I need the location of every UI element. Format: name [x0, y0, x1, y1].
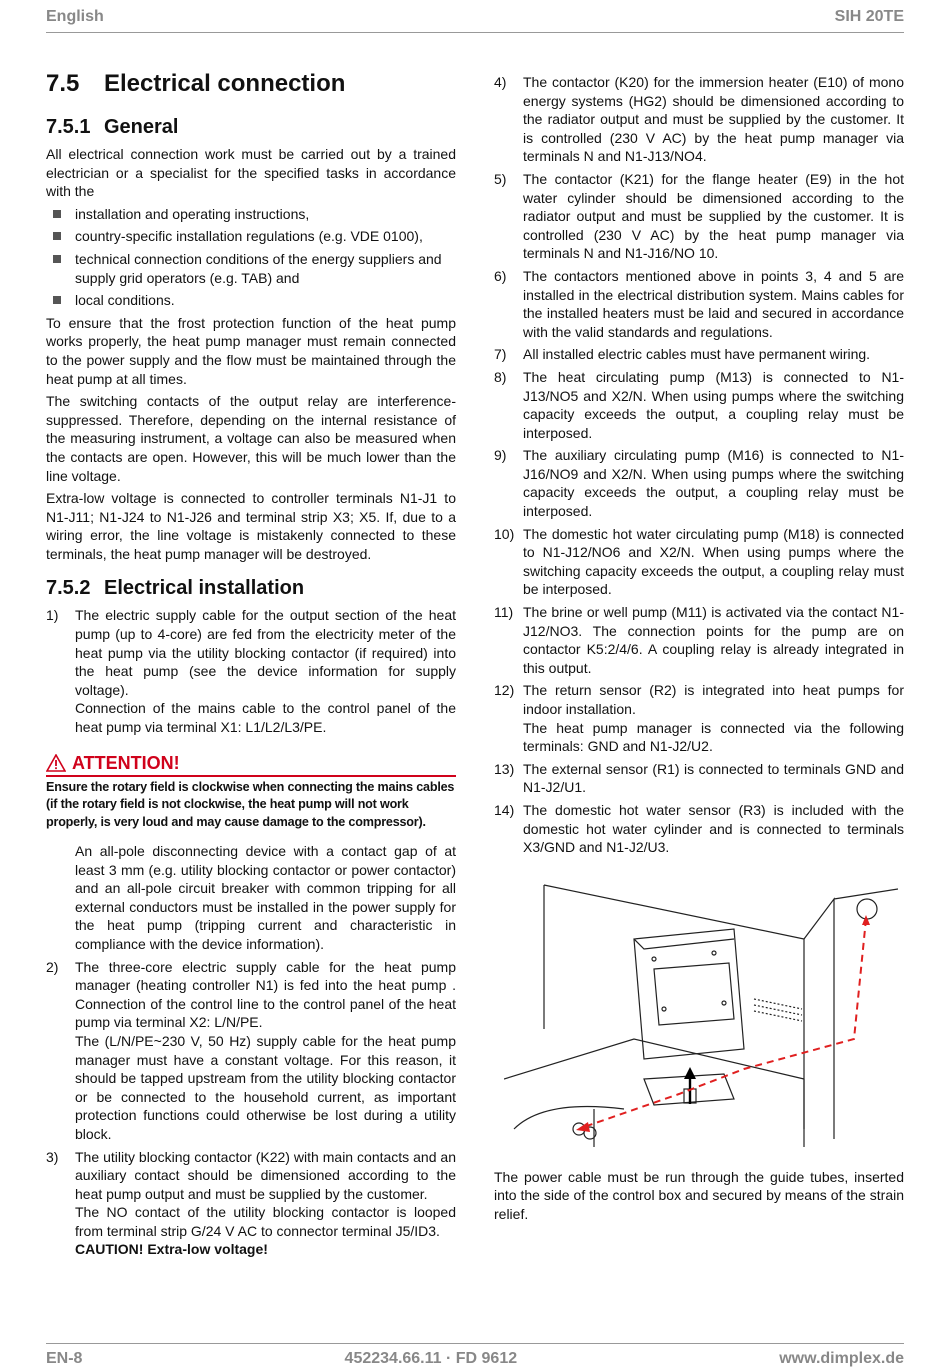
figure-caption: The power cable must be run through the guide tubes, inserted into the side of the control box and secured by means of the strain relief.: [494, 1168, 904, 1222]
list-item: 8) The heat circulating pump (M13) is connected to N1-J13/NO5 and X2/N. When using pumps where the switching capacity exceeds the output, a coupling relay must be interposed.: [494, 368, 904, 441]
paragraph: To ensure that the frost protection function of the heat pump works properly, the heat pump manager must remain connected to the power supply and the flow must be maintained through the heat pump at all times.: [46, 314, 456, 387]
square-bullet-icon: [53, 210, 61, 218]
installation-list-right: [494, 73, 904, 857]
requirements-list: [46, 205, 456, 310]
page-number: EN-8: [46, 1350, 83, 1367]
website-link[interactable]: www.dimplex.de: [779, 1350, 904, 1367]
list-item: 7) All installed electric cables must have permanent wiring.: [494, 346, 871, 363]
list-item: 14) The domestic hot water sensor (R3) is included with the domestic hot water cylinder and is connected to terminals X3/GND and N1-J2/U3.: [494, 801, 904, 856]
left-column: [46, 68, 456, 1263]
square-bullet-icon: [53, 255, 61, 263]
right-column: [494, 73, 904, 1228]
subsection-installation-heading: [46, 577, 456, 600]
section-number: 7.5: [46, 70, 80, 97]
list-item: 12) The return sensor (R2) is integrated into heat pumps for indoor installation. The heat pump manager is connected via the following terminals: GND and N1-J2/U2.: [494, 682, 904, 755]
attention-box: [46, 753, 456, 832]
warning-triangle-icon: [46, 754, 66, 772]
attention-text: Ensure the rotary field is clockwise when connecting the mains cables (if the rotary field is not clockwise, the heat pump will not work properly, is very loud and may cause damage to the compressor).: [46, 779, 455, 830]
page-footer: [46, 1343, 904, 1368]
general-intro: All electrical connection work must be carried out by a trained electrician or a specialist for the specified tasks in accordance with the: [46, 146, 456, 200]
subsection-number: 7.5.2: [46, 577, 91, 600]
square-bullet-icon: [53, 232, 61, 240]
subsection-title: Electrical installation: [104, 577, 305, 600]
subsection-general-heading: [46, 116, 456, 139]
section-heading: [46, 70, 456, 98]
list-item: technical connection conditions of the energy suppliers and supply grid operators (e.g. TAB) and: [46, 250, 456, 287]
paragraph: Extra-low voltage is connected to controller terminals N1-J1 to N1-J11; N1-J24 to N1-J26 and terminal strip X3; X5. If, due to a wiring error, the line voltage is mistakenly connected to these terminals, the heat pump manager will be destroyed.: [46, 490, 456, 562]
list-item: 4) The contactor (K20) for the immersion heater (E10) of mono energy systems (HG2) should be dimensioned according to the radiator output and must be supplied by the customer. It is controlled (230 V AC) by the heat pump manager via terminals N and N1-J13/NO4.: [494, 74, 904, 165]
list-item: 3) The utility blocking contactor (K22) with main contacts and an auxiliary contact should be dimensioned according to the heat pump output and must be supplied by the customer. The NO contact of the utility blocking contactor is looped from terminal strip G/24 V AC to connector terminal J5/ID3. CAUTION! Extra-low voltage!: [46, 1148, 456, 1258]
list-item: 6) The contactors mentioned above in points 3, 4 and 5 are installed in the electrical distribution system. Mains cables for the installed heaters must be laid and secured in accordance with the valid standards and regulations.: [494, 267, 904, 340]
list-item: 5) The contactor (K21) for the flange heater (E9) in the hot water cylinder should be dimensioned according to the radiator output and must be supplied by the customer. It is controlled (230 V AC) by the heat pump manager via terminals N and N1-J16/NO 10.: [494, 170, 904, 262]
list-item: 1) The electric supply cable for the output section of the heat pump (up to 4-core) are fed from the electricity meter of the heat pump via the utility blocking contactor (if required) into the heat pump (see the device information for supply voltage). Connection of the mains cable to the control panel of the heat pump via terminal X1: L1/L2/L3/PE.: [46, 607, 456, 736]
list-item: local conditions.: [46, 291, 456, 310]
list-item: 9) The auxiliary circulating pump (M16) is connected to N1-J16/NO9 and X2/N. When using pumps where the switching capacity exceeds the output, a coupling relay must be interposed.: [494, 447, 904, 520]
section-title: Electrical connection: [104, 70, 346, 97]
caution-note: CAUTION! Extra-low voltage!: [75, 1241, 268, 1258]
list-item: country-specific installation regulations (e.g. VDE 0100),: [46, 227, 456, 246]
header-model: SIH 20TE: [834, 8, 904, 25]
installation-list-continued: [46, 958, 456, 1260]
list-item: 11) The brine or well pump (M11) is activated via the contact N1-J12/NO3. The connection points for the pump are on contactor K5:2/4/6. A coupling relay is already integrated in this output.: [494, 604, 904, 676]
list-item: 10) The domestic hot water circulating pump (M18) is connected to N1-J12/NO6 and X2/N. When using pumps where the switching capacity exceeds the output, a coupling relay must be interposed.: [494, 525, 904, 598]
list-item: 13) The external sensor (R1) is connected to terminals GND and N1-J2/U1.: [494, 760, 904, 796]
paragraph: The switching contacts of the output relay are interference-suppressed. Therefore, depending on the internal resistance of the measuring instrument, a voltage can also be measured when the contacts are open. However, this will be much lower than the line voltage.: [46, 393, 456, 484]
document-number: 452234.66.11 · FD 9612: [344, 1350, 518, 1367]
page-header: [46, 8, 904, 33]
paragraph: An all-pole disconnecting device with a contact gap of at least 3 mm (e.g. utility blocking contactor or power contactor) and an all-pole circuit breaker with common tripping for all external conductors must be installed in the power supply for the heat pump (tripping current and characteristic in compliance with the device information).: [75, 843, 456, 952]
list-item: installation and operating instructions,: [46, 205, 456, 224]
square-bullet-icon: [53, 296, 61, 304]
attention-heading: ATTENTION!: [46, 753, 456, 777]
subsection-number: 7.5.1: [46, 116, 91, 138]
list-item: 2) The three-core electric supply cable for the heat pump manager (heating controller N1) is fed into the heat pump . Connection of the control line to the control panel of the heat pump via terminal X2: L/N/PE. The (L/N/PE~230 V, 50 Hz) supply cable for the heat pump manager must have a constant voltage. For this reason, it should be tapped upstream from the utility blocking contactor or be connected to the household current, as important protection functions could otherwise be lost during a utility block.: [46, 958, 456, 1142]
cable-routing-diagram: [504, 879, 898, 1149]
subsection-title: General: [104, 116, 179, 138]
installation-list: [46, 606, 456, 736]
header-language: English: [46, 8, 104, 25]
